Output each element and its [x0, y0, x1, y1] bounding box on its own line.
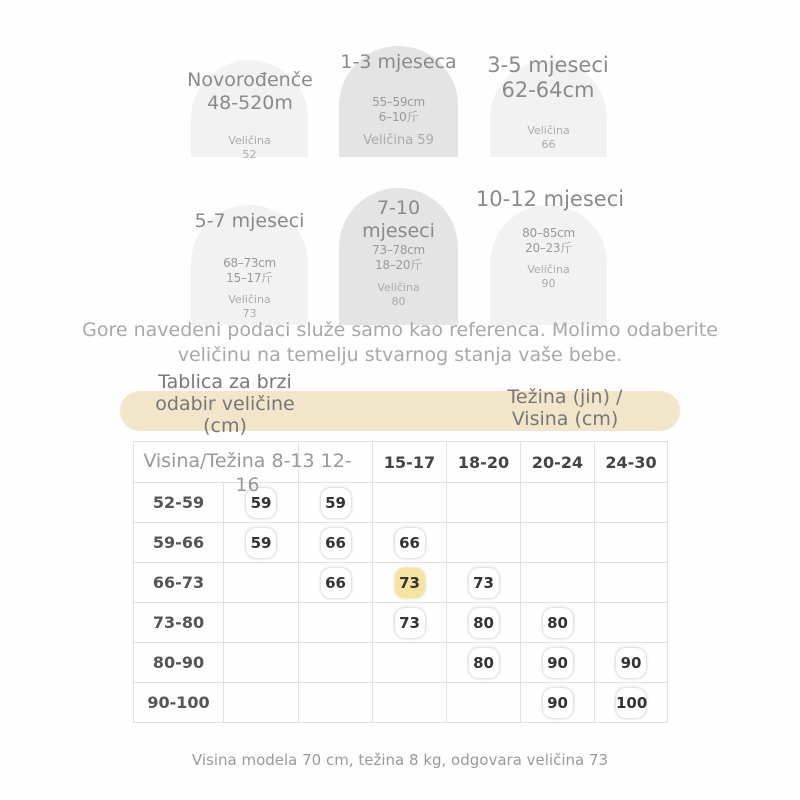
- col-header: 18-20: [447, 442, 521, 483]
- table-cell: [521, 603, 595, 643]
- size-card-10-12m-label: Veličina: [527, 263, 570, 276]
- size-card-3-5m-label: Veličina: [527, 124, 570, 137]
- size-badge: 73: [395, 568, 425, 598]
- table-cell: [447, 523, 521, 563]
- size-card-1-3m-height: 55–59cm: [372, 95, 425, 109]
- size-badge: 73: [469, 568, 499, 598]
- table-cell: [595, 523, 668, 563]
- model-footnote: Visina modela 70 cm, težina 8 kg, odgovara veličina 73: [191, 751, 609, 769]
- table-cell: [595, 603, 668, 643]
- table-cell: [299, 643, 373, 683]
- table-cell: [224, 683, 299, 723]
- size-card-7-10m-height: 73–78cm: [372, 243, 425, 257]
- row-header: 73-80: [134, 603, 224, 643]
- table-cell: [299, 683, 373, 723]
- table-cell: [521, 683, 595, 723]
- size-card-5-7m-weight: 15–17斤: [226, 271, 273, 285]
- size-badge: 90: [543, 688, 573, 718]
- table-cell: [595, 563, 668, 603]
- table-cell: [373, 683, 447, 723]
- table-cell: [595, 483, 668, 523]
- size-card-1-3m-weight: 6–10斤: [378, 110, 419, 124]
- size-badge: 66: [395, 528, 425, 558]
- size-badge: 59: [246, 488, 276, 518]
- table-cell: [447, 643, 521, 683]
- table-row: [134, 563, 668, 603]
- size-badge: 80: [543, 608, 573, 638]
- size-card-7-10m-size: 80: [391, 295, 406, 308]
- size-card-10-12m-size: 90: [541, 277, 556, 290]
- size-card-3-5m-size: 66: [541, 138, 556, 151]
- row-header: 80-90: [134, 643, 224, 683]
- table-cell: [447, 483, 521, 523]
- col-header: 24-30: [595, 442, 668, 483]
- size-card-newborn-size: 52: [242, 148, 257, 161]
- table-cell: [373, 523, 447, 563]
- reference-note: [0, 318, 800, 368]
- row-header: 52-59: [134, 483, 224, 523]
- table-cell: [299, 523, 373, 563]
- table-corner-label: Visina/Težina 8-13 12-16: [143, 450, 352, 496]
- size-badge: 59: [321, 488, 351, 518]
- table-cell: [373, 563, 447, 603]
- table-cell: [521, 483, 595, 523]
- table-cell: [447, 603, 521, 643]
- table-row: [134, 683, 668, 723]
- col-header: 15-17: [373, 442, 447, 483]
- table-cell: [224, 563, 299, 603]
- size-card-newborn-label: Veličina: [228, 134, 271, 147]
- table-cell: [447, 683, 521, 723]
- table-cell: [595, 683, 668, 723]
- table-cell: [224, 643, 299, 683]
- table-cell: [224, 523, 299, 563]
- size-badge: 90: [616, 648, 646, 678]
- size-card-5-7m-height: 68–73cm: [223, 256, 276, 270]
- size-card-7-10m-weight: 18–20斤: [375, 258, 422, 272]
- size-badge: 80: [469, 608, 499, 638]
- row-header: 66-73: [134, 563, 224, 603]
- size-card-10-12m-weight: 20–23斤: [525, 241, 572, 255]
- size-badge: 66: [321, 568, 351, 598]
- table-cell: [521, 563, 595, 603]
- table-cell: [224, 603, 299, 643]
- size-card-7-10m-label: Veličina: [377, 281, 420, 294]
- table-cell: [595, 643, 668, 683]
- size-card-newborn-title: Novorođenče 48-520m: [187, 69, 313, 114]
- size-card-7-10m-title: 7-10 mjeseci: [362, 197, 435, 242]
- table-cell: [373, 643, 447, 683]
- size-badge: 80: [469, 648, 499, 678]
- table-title: Tablica za brzi odabir veličine (cm): [155, 371, 295, 437]
- table-row: [134, 603, 668, 643]
- size-card-3-5m-title: 3-5 mjeseci 62-64cm: [487, 53, 609, 102]
- size-table-body: [134, 483, 668, 723]
- size-badge: 59: [246, 528, 276, 558]
- table-row: [134, 643, 668, 683]
- size-card-10-12m-title: 10-12 mjeseci: [475, 187, 625, 211]
- size-card-1-3m-title: 1-3 mjeseca: [340, 51, 457, 73]
- table-cell: [447, 563, 521, 603]
- size-badge: 90: [543, 648, 573, 678]
- table-cell: [373, 483, 447, 523]
- reference-note-text: Gore navedeni podaci služe samo kao referenca. Molimo odaberite veličinu na temelju stvarnog stanja vaše bebe.: [82, 319, 718, 366]
- table-cell: [299, 563, 373, 603]
- size-card-1-3m-label: [339, 134, 458, 148]
- size-badge: 73: [395, 608, 425, 638]
- size-card-1-3m-size: 59: [417, 133, 434, 148]
- size-card-5-7m-title: 5-7 mjeseci: [194, 210, 305, 232]
- table-cell: [521, 643, 595, 683]
- size-card-10-12m-height: 80–85cm: [522, 226, 575, 240]
- size-badge: 100: [616, 688, 646, 718]
- size-card-5-7m-label: Veličina: [228, 293, 271, 306]
- weight-height-label: Težina (jin) / Visina (cm): [507, 386, 623, 430]
- row-header: 59-66: [134, 523, 224, 563]
- size-badge: 66: [321, 528, 351, 558]
- table-row: [134, 523, 668, 563]
- table-cell: [373, 603, 447, 643]
- size-card-5-7m-size: 73: [242, 307, 257, 320]
- table-cell: [521, 523, 595, 563]
- col-header: 20-24: [521, 442, 595, 483]
- row-header: 90-100: [134, 683, 224, 723]
- table-cell: [299, 603, 373, 643]
- size-card-1-3m-label-text: Veličina: [363, 133, 414, 148]
